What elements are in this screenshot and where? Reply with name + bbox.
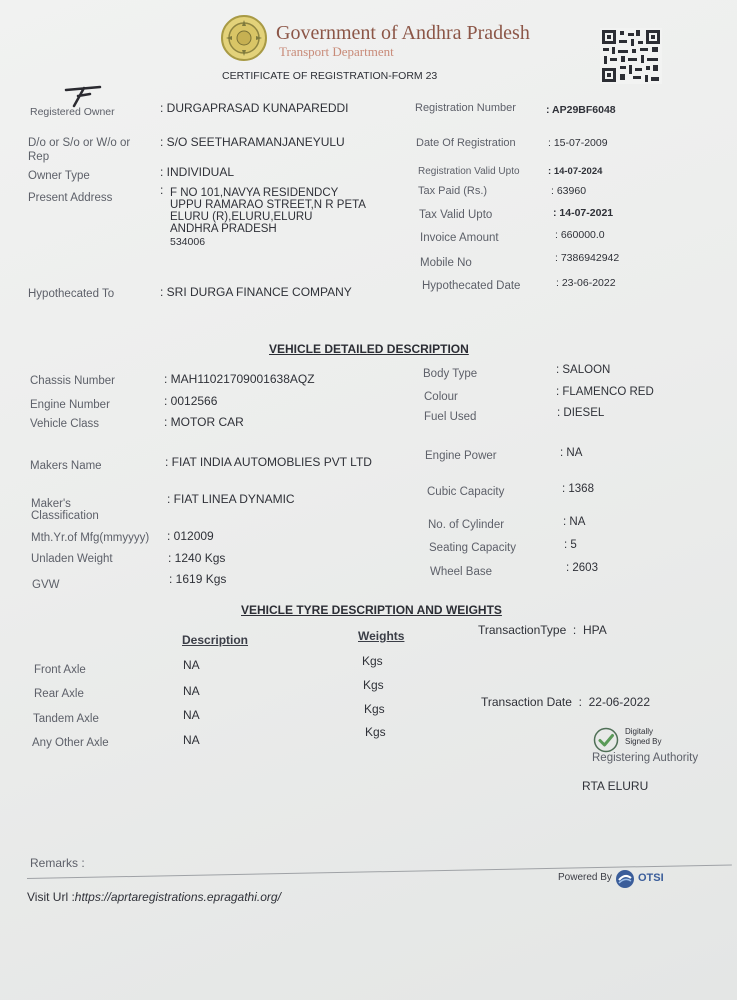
- hypothecated-to-value: : SRI DURGA FINANCE COMPANY: [160, 285, 352, 299]
- tandem-axle-label: Tandem Axle: [33, 713, 99, 725]
- rear-axle-desc: NA: [183, 684, 200, 698]
- rear-axle-label: Rear Axle: [34, 688, 84, 700]
- tyre-section-title: VEHICLE TYRE DESCRIPTION AND WEIGHTS: [241, 603, 502, 617]
- front-axle-label: Front Axle: [34, 664, 86, 676]
- powered-by-text: Powered By: [558, 872, 612, 883]
- vehicle-section-title: VEHICLE DETAILED DESCRIPTION: [269, 342, 469, 356]
- unladen-label: Unladen Weight: [31, 553, 113, 565]
- digitally-text: Digitally: [625, 727, 654, 736]
- wheelbase-value: : 2603: [566, 562, 598, 574]
- engine-no-value: : 0012566: [164, 394, 218, 408]
- body-type: SALOON: [562, 364, 611, 376]
- relation-label-2: Rep: [28, 151, 50, 163]
- visit-url: [27, 890, 281, 904]
- invoice: 660000.0: [560, 229, 605, 241]
- tax-valid-value: : 14-07-2021: [553, 207, 614, 219]
- reg-number: AP29BF6048: [552, 104, 616, 116]
- front-axle-desc: NA: [183, 658, 200, 672]
- cubic-capacity-label: Cubic Capacity: [427, 486, 505, 498]
- reg-number-label: Registration Number: [415, 102, 516, 114]
- remarks-label: Remarks :: [30, 856, 85, 870]
- tandem-axle-desc: NA: [183, 708, 200, 722]
- cylinder-label: No. of Cylinder: [428, 519, 505, 531]
- gvw: 1619 Kgs: [175, 572, 227, 586]
- mobile-label: Mobile No: [420, 257, 472, 269]
- engine-power-label: Engine Power: [425, 450, 497, 462]
- address-colon: :: [160, 183, 164, 197]
- cubic-capacity-value: : 1368: [562, 483, 594, 495]
- fuel-label: Fuel Used: [424, 411, 477, 423]
- engine-no: 0012566: [170, 394, 218, 408]
- vehicle-class-value: : MOTOR CAR: [164, 415, 244, 429]
- mfg-value: : 012009: [167, 529, 214, 543]
- dept-title: Transport Department: [279, 44, 394, 59]
- colour: FLAMENCO RED: [562, 386, 654, 398]
- reg-date: 15-07-2009: [553, 137, 608, 149]
- tax-paid-label: Tax Paid (Rs.): [418, 185, 488, 197]
- other-axle-label: Any Other Axle: [32, 737, 109, 749]
- gvw-label: GVW: [32, 579, 60, 591]
- owner-type-value: : INDIVIDUAL: [160, 165, 235, 179]
- tandem-axle-weight: Kgs: [364, 702, 385, 716]
- cylinder: NA: [569, 516, 586, 528]
- seating-label: Seating Capacity: [429, 542, 516, 554]
- transaction-type-value: HPA: [582, 623, 607, 637]
- mfg-label: Mth.Yr.of Mfg(mmyyyy): [31, 532, 150, 544]
- relation: S/O SEETHARAMANJANEYULU: [166, 135, 345, 149]
- tax-paid: 63960: [556, 185, 587, 197]
- wheelbase: 2603: [572, 562, 598, 574]
- qr-code: [600, 28, 662, 84]
- address-line-2: UPPU RAMARAO STREET,N R PETA: [170, 199, 366, 211]
- visit-url-label: Visit Url :: [27, 890, 75, 904]
- engine-power-value: : NA: [560, 447, 583, 459]
- registered-owner: DURGAPRASAD KUNAPAREDDI: [166, 101, 349, 115]
- invoice-value: : 660000.0: [555, 229, 605, 241]
- hyp-date: 23-06-2022: [561, 277, 616, 289]
- engine-no-label: Engine Number: [30, 399, 110, 411]
- address-line-3: ELURU (R),ELURU,ELURU: [170, 211, 313, 223]
- seating: 5: [570, 539, 577, 551]
- otsi-brand: OTSI: [638, 872, 664, 884]
- maker-label: Makers Name: [30, 460, 102, 472]
- classification-value: : FIAT LINEA DYNAMIC: [167, 492, 295, 506]
- form-title: CERTIFICATE OF REGISTRATION-FORM 23: [222, 70, 438, 82]
- chassis-value: : MAH11021709001638AQZ: [164, 372, 315, 386]
- relation-value: : S/O SEETHARAMANJANEYULU: [160, 135, 345, 149]
- registered-owner-label: Registered Owner: [30, 106, 115, 118]
- reg-date-label: Date Of Registration: [416, 137, 516, 149]
- chassis: MAH11021709001638AQZ: [170, 372, 315, 386]
- powered-by: [558, 872, 612, 883]
- wheelbase-label: Wheel Base: [430, 566, 493, 578]
- hypothecated-to: SRI DURGA FINANCE COMPANY: [166, 285, 352, 299]
- hyp-date-label: Hypothecated Date: [422, 280, 521, 292]
- digital-signature-check-icon: [593, 727, 619, 753]
- other-axle-desc: NA: [183, 733, 200, 747]
- fuel-value: : DIESEL: [557, 407, 605, 419]
- maker-value: : FIAT INDIA AUTOMOBLIES PVT LTD: [165, 455, 372, 469]
- address-line-5: 534006: [170, 236, 206, 248]
- tax-valid-label: Tax Valid Upto: [419, 209, 493, 221]
- govt-title: Government of Andhra Pradesh: [276, 22, 530, 44]
- registered-owner-value: : DURGAPRASAD KUNAPAREDDI: [160, 101, 349, 115]
- colour-label: Colour: [424, 391, 458, 403]
- cylinder-value: : NA: [563, 516, 586, 528]
- owner-type-label: Owner Type: [28, 170, 90, 182]
- tax-paid-value: : 63960: [551, 185, 587, 197]
- description-column-head: Description: [182, 633, 249, 647]
- classification-label-1: Maker's: [31, 498, 71, 510]
- vehicle-class: MOTOR CAR: [170, 415, 244, 429]
- chassis-label: Chassis Number: [30, 375, 115, 387]
- mobile: 7386942942: [560, 252, 620, 264]
- hypothecated-to-label: Hypothecated To: [28, 288, 115, 300]
- valid-upto: 14-07-2024: [553, 166, 603, 177]
- transaction-date-value: 22-06-2022: [588, 695, 650, 709]
- address-label: Present Address: [28, 192, 113, 204]
- classification: FIAT LINEA DYNAMIC: [173, 492, 295, 506]
- hyp-date-value: : 23-06-2022: [556, 277, 616, 289]
- colour-value: : FLAMENCO RED: [556, 386, 654, 398]
- seating-value: : 5: [564, 539, 577, 551]
- address-line-1: F NO 101,NAVYA RESIDENDCY: [170, 187, 339, 199]
- classification-label-2: Classification: [31, 510, 99, 522]
- valid-upto-label: Registration Valid Upto: [418, 166, 520, 177]
- mfg: 012009: [173, 529, 214, 543]
- cubic-capacity: 1368: [568, 483, 594, 495]
- other-axle-weight: Kgs: [365, 725, 386, 739]
- maker: FIAT INDIA AUTOMOBLIES PVT LTD: [171, 455, 372, 469]
- transaction-type: TransactionType : HPA: [478, 623, 607, 637]
- mobile-value: : 7386942942: [555, 252, 620, 264]
- transaction-date: Transaction Date : 22-06-2022: [481, 695, 650, 709]
- visit-url-link[interactable]: https://aprtaregistrations.epragathi.org/: [74, 890, 281, 904]
- engine-power: NA: [566, 447, 583, 459]
- relation-label-1: D/o or S/o or W/o or: [28, 137, 131, 149]
- rear-axle-weight: Kgs: [363, 678, 384, 692]
- owner-type: INDIVIDUAL: [166, 165, 235, 179]
- registering-authority: Registering Authority: [592, 752, 699, 764]
- reg-date-value: : 15-07-2009: [548, 137, 608, 149]
- otsi-logo-icon: [615, 869, 635, 889]
- vehicle-class-label: Vehicle Class: [30, 418, 100, 430]
- front-axle-weight: Kgs: [362, 654, 383, 668]
- unladen-value: : 1240 Kgs: [168, 551, 226, 565]
- gvw-value: : 1619 Kgs: [169, 572, 227, 586]
- state-emblem: [220, 14, 268, 62]
- transaction-date-label: Transaction Date: [481, 695, 572, 709]
- reg-number-value: : AP29BF6048: [546, 104, 616, 116]
- signed-by-text: Signed By: [625, 737, 662, 746]
- fuel: DIESEL: [563, 407, 605, 419]
- tax-valid: 14-07-2021: [559, 207, 614, 219]
- invoice-label: Invoice Amount: [420, 232, 499, 244]
- body-type-value: : SALOON: [556, 364, 611, 376]
- address-line-4: ANDHRA PRADESH: [170, 223, 277, 235]
- weights-column-head: Weights: [358, 629, 405, 643]
- valid-upto-value: : 14-07-2024: [548, 166, 603, 177]
- body-type-label: Body Type: [423, 368, 478, 380]
- rta-office: RTA ELURU: [582, 779, 649, 793]
- unladen: 1240 Kgs: [174, 551, 226, 565]
- transaction-type-label: TransactionType: [478, 623, 567, 637]
